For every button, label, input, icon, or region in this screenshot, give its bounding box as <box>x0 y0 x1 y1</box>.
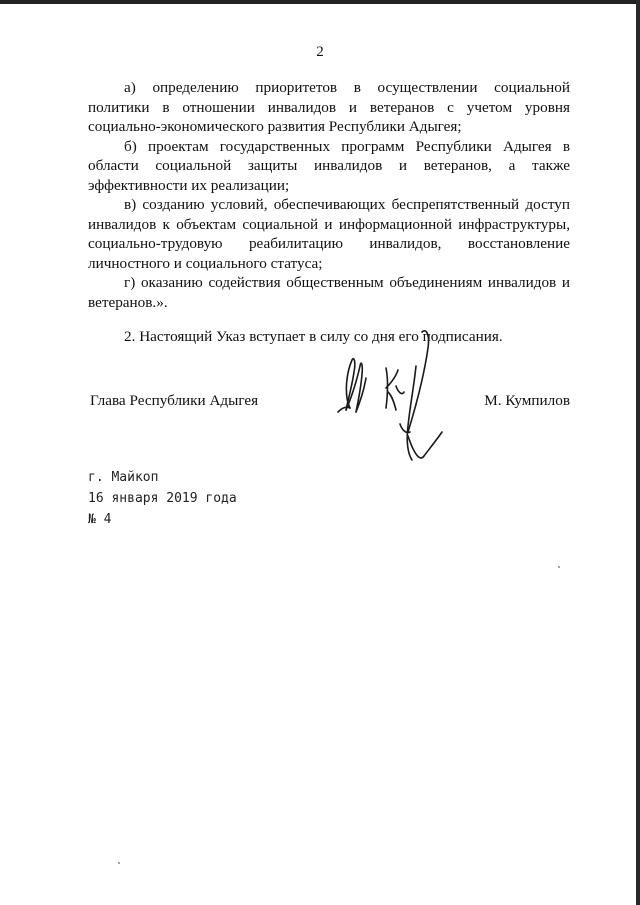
document-body <box>88 78 570 347</box>
issue-number: № 4 <box>88 512 112 527</box>
signatory-title: Глава Республики Адыгея <box>90 392 259 409</box>
page-edge-right <box>636 0 640 905</box>
paragraph-v: в) созданию условий, обеспечивающих беспрепятственный доступ инвалидов к объектам социальной и информационной инфраструктуры, социально-трудовую реабилитацию инвалидов, восстановление личностного и социального статуса; <box>88 196 570 272</box>
page-number: 2 <box>316 44 324 60</box>
issue-date: 16 января 2019 года <box>88 491 237 506</box>
paragraph-a: а) определению приоритетов в осуществлении социальной политики в отношении инвалидов и ветеранов с учетом уровня социально-экономического развития Республики Адыгея; <box>88 79 570 135</box>
paragraph-b: б) проектам государственных программ Республики Адыгея в области социальной защиты инвалидов и ветеранов, а также эффективности их реализации; <box>88 137 570 194</box>
scan-speck <box>118 862 120 864</box>
signatory-name: М. Кумпилов <box>484 392 570 409</box>
issue-city: г. Майкоп <box>88 470 159 485</box>
scan-speck <box>558 566 560 568</box>
paragraph-effective-date: 2. Настоящий Указ вступает в силу со дня его подписания. <box>124 328 503 345</box>
issue-stamp <box>88 467 237 530</box>
paragraph-g: г) оказанию содействия общественным объединениям инвалидов и ветеранов.». <box>88 274 570 311</box>
page-edge-top <box>0 0 640 4</box>
handwritten-signature <box>330 326 450 466</box>
